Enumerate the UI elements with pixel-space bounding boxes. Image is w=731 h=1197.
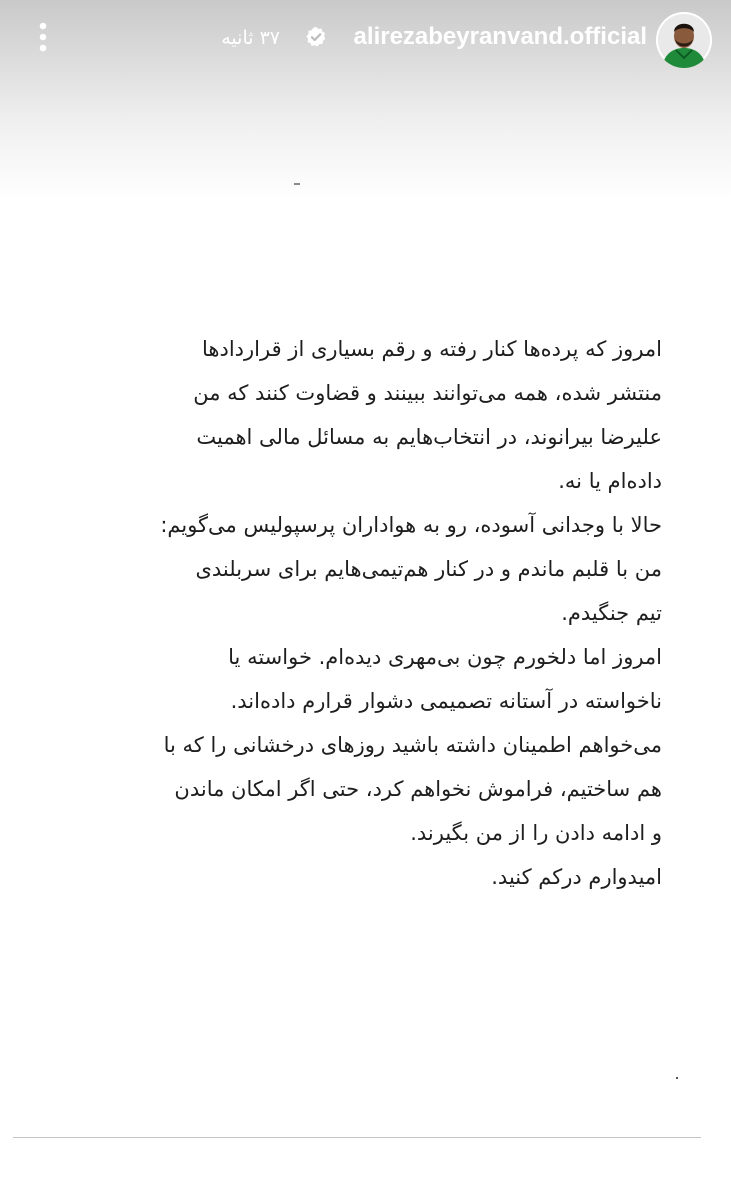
post-line-4: داده‌ام یا نه. bbox=[558, 469, 662, 493]
story-time-ago: ۳۷ ثانیه bbox=[221, 27, 280, 49]
story-header bbox=[0, 0, 731, 80]
reply-bar-divider bbox=[13, 1137, 701, 1138]
post-line-5: حالا با وجدانی آسوده، رو به هواداران پرسپولیس می‌گویم: bbox=[160, 513, 662, 537]
post-line-9: ناخواسته در آستانه تصمیمی دشوار قرارم داده‌اند. bbox=[230, 689, 662, 713]
post-line-1: امروز که پرده‌ها کنار رفته و رقم بسیاری از قراردادها bbox=[202, 337, 662, 361]
post-line-8: امروز اما دلخورم چون بی‌مهری دیده‌ام. خواسته یا bbox=[228, 645, 662, 669]
post-line-2: منتشر شده، همه می‌توانند ببینند و قضاوت کنند که من bbox=[193, 381, 662, 405]
verified-badge-icon bbox=[305, 26, 327, 48]
post-line-11: هم ساختیم، فراموش نخواهم کرد، حتی اگر امکان ماندن bbox=[174, 777, 662, 801]
post-line-7: تیم جنگیدم. bbox=[561, 601, 662, 625]
profile-avatar[interactable] bbox=[656, 12, 712, 68]
story-username[interactable]: alirezabeyranvand.official bbox=[353, 23, 647, 50]
top-dash-mark bbox=[294, 183, 300, 185]
post-line-12: و ادامه دادن را از من بگیرند. bbox=[410, 821, 662, 845]
post-line-13: امیدوارم درکم کنید. bbox=[491, 865, 662, 889]
story-post-text bbox=[52, 327, 662, 899]
post-line-10: می‌خواهم اطمینان داشته باشید روزهای درخشانی را که با bbox=[163, 733, 662, 757]
post-line-6: من با قلبم ماندم و در کنار هم‌تیمی‌هایم برای سربلندی bbox=[195, 557, 662, 581]
profile-photo-icon bbox=[656, 12, 712, 68]
post-line-3: علیرضا بیرانوند، در انتخاب‌هایم به مسائل مالی اهمیت bbox=[196, 425, 662, 449]
bottom-dot-mark bbox=[676, 1077, 678, 1079]
more-vertical-icon[interactable] bbox=[30, 18, 56, 58]
